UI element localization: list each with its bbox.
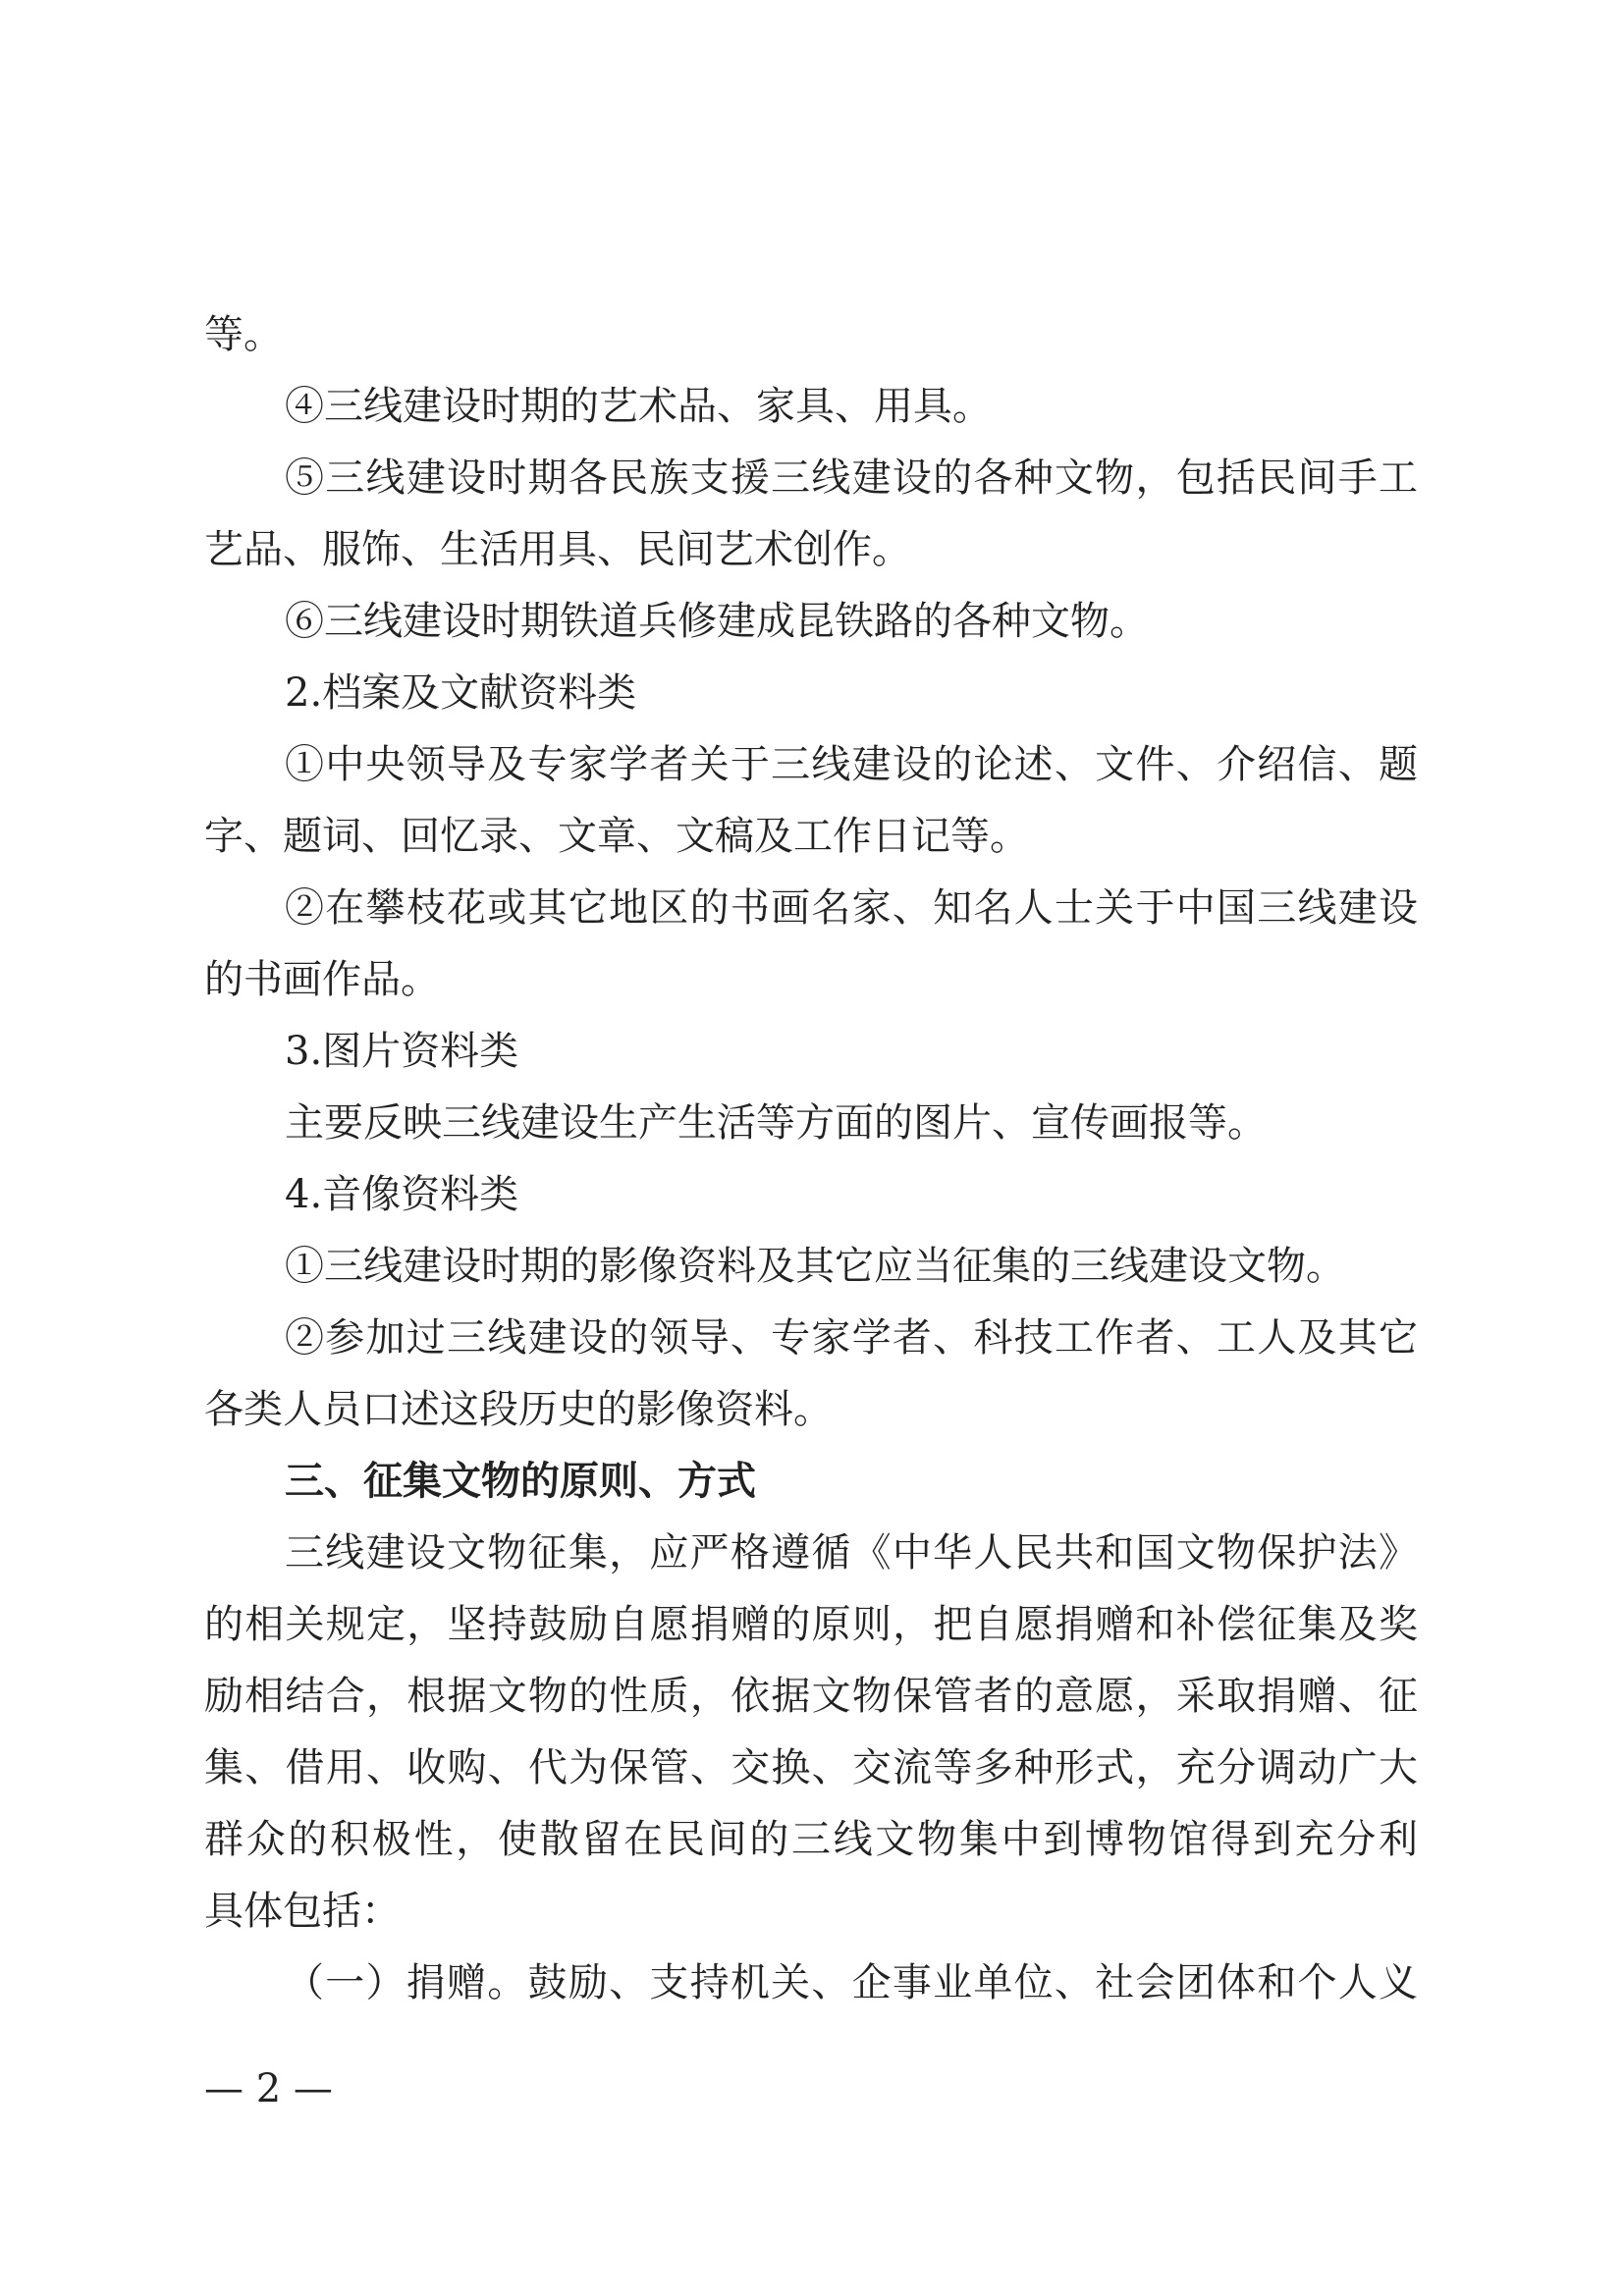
list-item-art-furniture: ④三线建设时期的艺术品、家具、用具。: [285, 384, 992, 429]
paragraph-donation: （一）捐赠。鼓励、支持机关、企事业单位、社会团体和个人义: [285, 1960, 1418, 2005]
document-body: [204, 299, 1418, 2019]
section-subheading-audio-video: 4.音像资料类: [285, 1172, 519, 1217]
list-item-video-materials: ①三线建设时期的影像资料及其它应当征集的三线建设文物。: [285, 1244, 1345, 1289]
section-subheading-archives: 2.档案及文献资料类: [285, 670, 637, 716]
section-heading-principles: 三、征集文物的原则、方式: [285, 1459, 756, 1504]
list-item-calligraphy: ②在攀枝花或其它地区的书画名家、知名人士关于中国三线建设: [285, 885, 1418, 931]
text-line: 的相关规定，坚持鼓励自愿捐赠的原则，把自愿捐赠和补偿征集及奖: [204, 1602, 1418, 1647]
text-line: 集、借用、收购、代为保管、交换、交流等多种形式，充分调动广大: [204, 1745, 1418, 1790]
paragraph-pictures: 主要反映三线建设生产生活等方面的图片、宣传画报等。: [285, 1100, 1267, 1146]
text-line: 字、题词、回忆录、文章、文稿及工作日记等。: [204, 814, 1029, 859]
list-item-leader-writings: ①中央领导及专家学者关于三线建设的论述、文件、介绍信、题: [285, 742, 1418, 787]
page-number: — 2 —: [204, 2066, 333, 2111]
text-line: 励相结合，根据文物的性质，依据文物保管者的意愿，采取捐赠、征: [204, 1674, 1418, 1719]
text-line: 具体包括：: [204, 1889, 401, 1934]
list-item-oral-history: ②参加过三线建设的领导、专家学者、科技工作者、工人及其它: [285, 1315, 1418, 1361]
text-line: 群众的积极性，使散留在民间的三线文物集中到博物馆得到充分利: [204, 1817, 1418, 1862]
text-line: 的书画作品。: [204, 957, 440, 1002]
section-subheading-pictures: 3.图片资料类: [285, 1029, 519, 1074]
list-item-railway-relics: ⑥三线建设时期铁道兵修建成昆铁路的各种文物。: [285, 599, 1149, 644]
text-line: 等。: [204, 312, 283, 357]
paragraph-principles: 三线建设文物征集，应严格遵循《中华人民共和国文物保护法》: [285, 1530, 1418, 1575]
text-line: 艺品、服饰、生活用具、民间艺术创作。: [204, 527, 911, 572]
text-line: 各类人员口述这段历史的影像资料。: [204, 1387, 833, 1432]
list-item-ethnic-relics: ⑤三线建设时期各民族支援三线建设的各种文物，包括民间手工: [285, 455, 1418, 501]
